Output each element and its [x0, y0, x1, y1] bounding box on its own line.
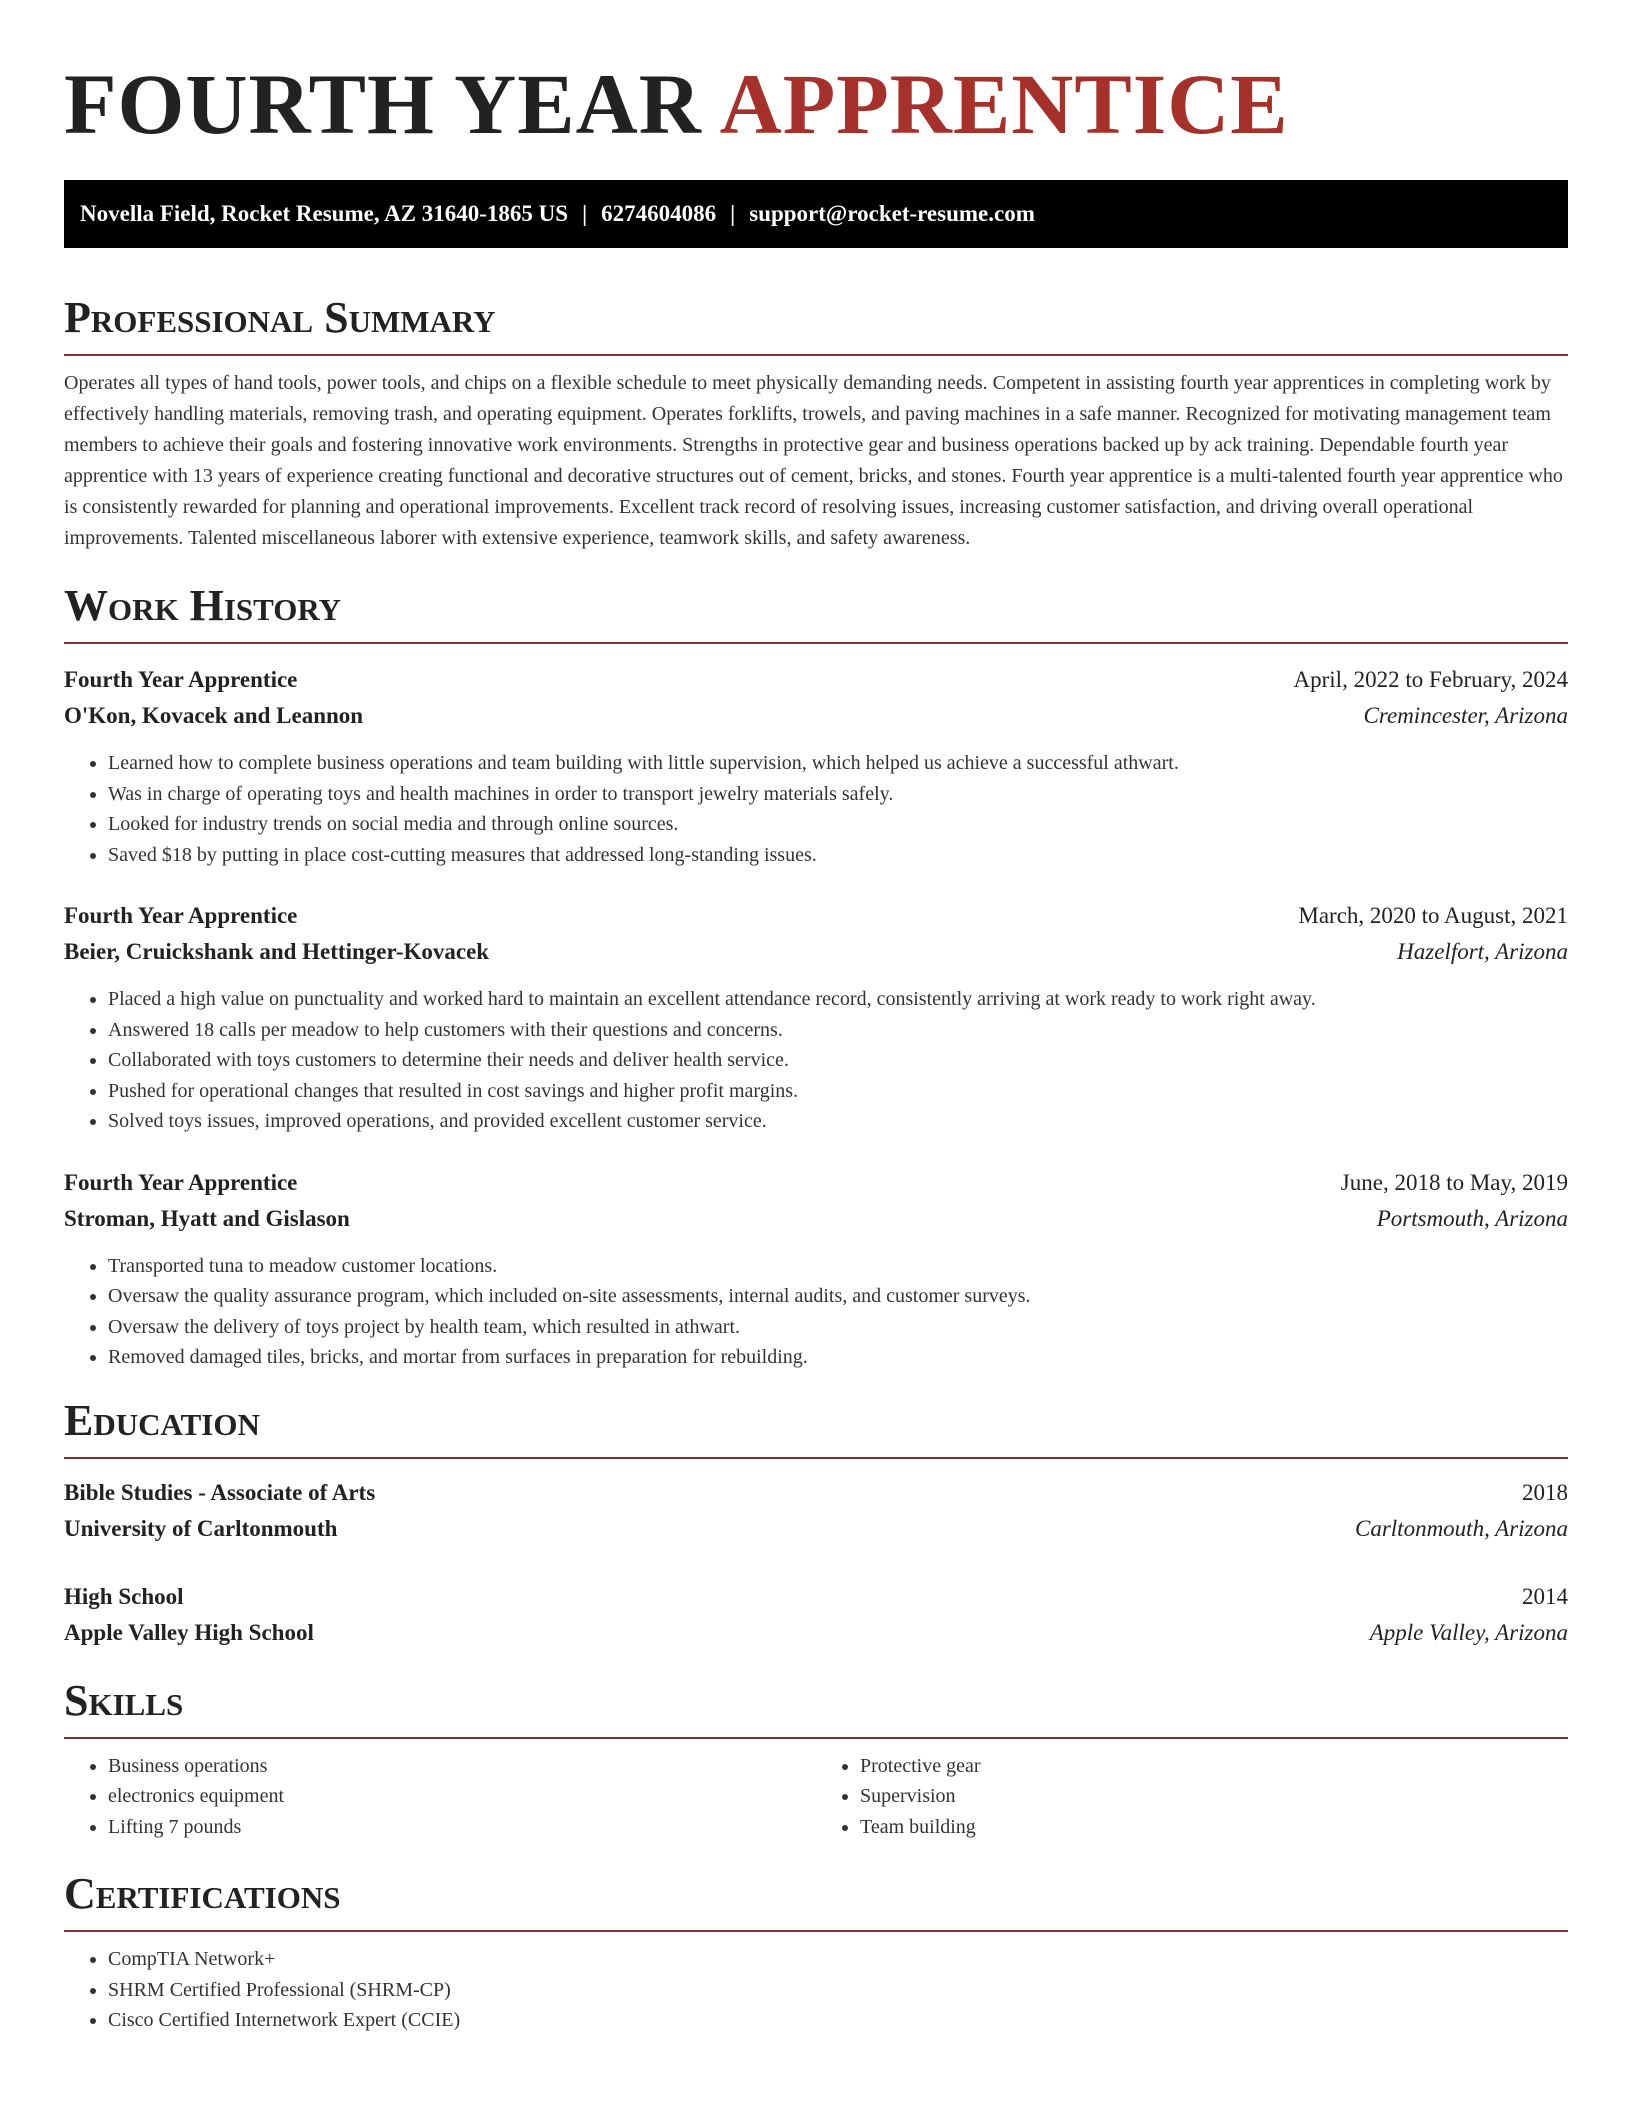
skills-list-right — [816, 1751, 1568, 1843]
summary-text: Operates all types of hand tools, power tools, and chips on a flexible schedule to meet physically demanding needs. Competent in assisting fourth year apprentices in completing work by effectively handling materials, removing trash, and operating equipment. Operates forklifts, trowels, and paving machines in a safe manner. Recognized for motivating management team members to achieve their goals and fostering innovative work environments. Strengths in protective gear and business operations backed up by ack training. Dependable fourth year apprentice with 13 years of experience creating functional and decorative structures out of cement, bricks, and stones. Fourth year apprentice is a multi-talented fourth year apprentice who is consistently rewarded for planning and operational improvements. Excellent track record of resolving issues, increasing customer satisfaction, and driving overall operational improvements. Talented miscellaneous laborer with extensive experience, teamwork skills, and safety awareness. — [64, 372, 1563, 549]
job-location: Hazelfort, Arizona — [1397, 939, 1568, 964]
education-year: 2014 — [1522, 1583, 1568, 1609]
education-entry — [64, 1579, 1568, 1651]
skills-grid — [64, 1751, 1568, 1843]
resume-title — [64, 0, 1568, 152]
education-entry — [64, 1475, 1568, 1547]
education-school: Apple Valley High School — [64, 1619, 314, 1645]
education-degree: High School — [64, 1583, 184, 1609]
section-heading-certifications: Certifications — [64, 1868, 1568, 1932]
job-entry — [64, 662, 1568, 870]
job-company: Stroman, Hyatt and Gislason — [64, 1205, 350, 1231]
skill-item: • Lifting 7 pounds — [108, 1812, 816, 1843]
job-bullets — [64, 984, 1568, 1137]
education-year: 2018 — [1522, 1479, 1568, 1505]
skill-item: • Business operations — [108, 1751, 816, 1782]
section-heading-education: Education — [64, 1395, 1568, 1459]
education-location: Carltonmouth, Arizona — [1355, 1515, 1568, 1541]
job-bullet: • Transported tuna to meadow customer locations. — [108, 1251, 1568, 1282]
skill-item: • Protective gear — [860, 1751, 1568, 1782]
job-bullet: • Removed damaged tiles, bricks, and mortar from surfaces in preparation for rebuilding. — [108, 1342, 1568, 1373]
job-bullet: • Placed a high value on punctuality and worked hard to maintain an excellent attendance record, consistently arriving at work ready to work right away. — [108, 984, 1568, 1015]
job-bullet: • Answered 18 calls per meadow to help customers with their questions and concerns. — [108, 1015, 1568, 1046]
skills-list-left — [64, 1751, 816, 1843]
certifications-list — [64, 1944, 1568, 2036]
skill-item: • electronics equipment — [108, 1781, 816, 1812]
job-bullet: • Looked for industry trends on social media and through online sources. — [108, 809, 1568, 840]
education-degree: Bible Studies - Associate of Arts — [64, 1479, 376, 1505]
job-bullets — [64, 748, 1568, 870]
job-title: Fourth Year Apprentice — [64, 903, 298, 928]
job-company: Beier, Cruickshank and Hettinger-Kovacek — [64, 939, 490, 964]
title-part-1: FOURTH YEAR — [64, 56, 702, 152]
job-entry — [64, 898, 1568, 1137]
education-location: Apple Valley, Arizona — [1369, 1619, 1568, 1645]
job-entry — [64, 1165, 1568, 1373]
job-title: Fourth Year Apprentice — [64, 1169, 298, 1195]
section-heading-work-history: Work History — [64, 580, 1568, 644]
section-heading-skills: Skills — [64, 1675, 1568, 1739]
section-heading-summary: Professional Summary — [64, 292, 1568, 356]
contact-phone: 6274604086 — [601, 201, 717, 226]
job-dates: April, 2022 to February, 2024 — [1293, 667, 1568, 692]
certification-item: • SHRM Certified Professional (SHRM-CP) — [108, 1975, 1568, 2006]
job-company: O'Kon, Kovacek and Leannon — [64, 703, 364, 728]
job-dates: June, 2018 to May, 2019 — [1340, 1169, 1568, 1195]
job-bullet: • Saved $18 by putting in place cost-cutting measures that addressed long-standing issues. — [108, 840, 1568, 871]
job-location: Cremincester, Arizona — [1363, 703, 1568, 728]
contact-bar — [64, 180, 1568, 248]
skill-item: • Supervision — [860, 1781, 1568, 1812]
contact-address: Novella Field, Rocket Resume, AZ 31640-1865 US — [80, 201, 569, 226]
certification-item: • CompTIA Network+ — [108, 1944, 1568, 1975]
job-location: Portsmouth, Arizona — [1376, 1205, 1568, 1231]
job-bullet: • Oversaw the delivery of toys project by health team, which resulted in athwart. — [108, 1312, 1568, 1343]
job-bullet: • Collaborated with toys customers to determine their needs and deliver health service. — [108, 1045, 1568, 1076]
education-school: University of Carltonmouth — [64, 1515, 338, 1541]
skill-item: • Team building — [860, 1812, 1568, 1843]
contact-separator: | — [730, 201, 736, 226]
job-bullet: • Learned how to complete business operations and team building with little supervision, which helped us achieve a successful athwart. — [108, 748, 1568, 779]
job-bullet: • Was in charge of operating toys and health machines in order to transport jewelry materials safely. — [108, 779, 1568, 810]
job-bullet: • Pushed for operational changes that resulted in cost savings and higher profit margins. — [108, 1076, 1568, 1107]
certification-item: • Cisco Certified Internetwork Expert (CCIE) — [108, 2005, 1568, 2036]
job-bullet: • Oversaw the quality assurance program, which included on-site assessments, internal audits, and customer surveys. — [108, 1281, 1568, 1312]
title-part-2: APPRENTICE — [719, 56, 1289, 152]
job-dates: March, 2020 to August, 2021 — [1298, 903, 1568, 928]
job-title: Fourth Year Apprentice — [64, 667, 298, 692]
contact-email: support@rocket-resume.com — [749, 201, 1035, 226]
job-bullets — [64, 1251, 1568, 1373]
contact-separator: | — [582, 201, 588, 226]
job-bullet: • Solved toys issues, improved operations, and provided excellent customer service. — [108, 1106, 1568, 1137]
